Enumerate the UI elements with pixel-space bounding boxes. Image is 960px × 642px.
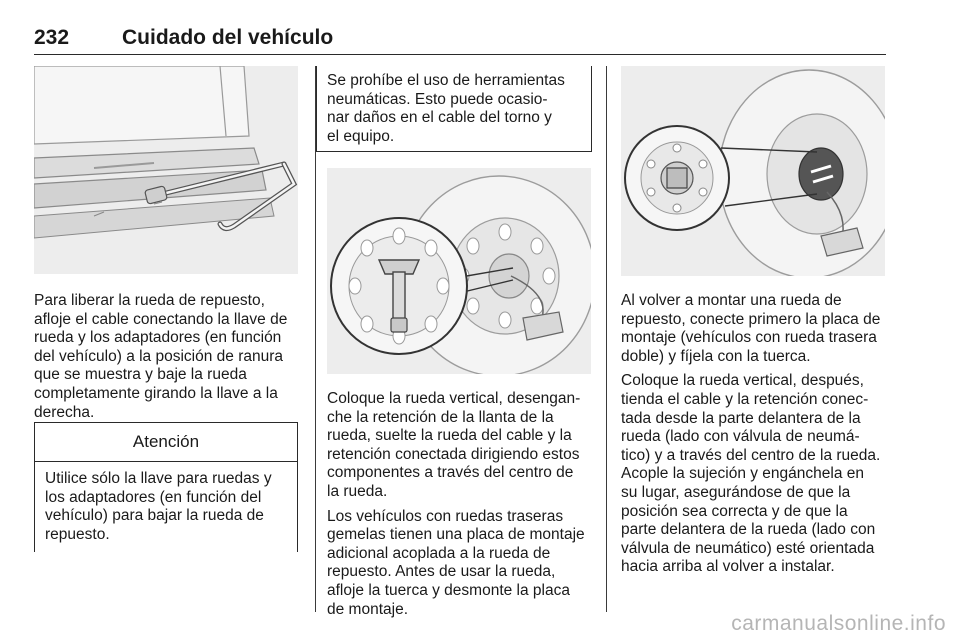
col1-instruction bbox=[34, 292, 304, 422]
text-line: Los vehículos con ruedas traseras bbox=[327, 507, 564, 525]
attention-heading: Atención bbox=[35, 423, 297, 462]
text-line: tada desde la parte delantera de la bbox=[621, 409, 861, 427]
text-line: afloje la tuerca y desmonte la placa bbox=[327, 581, 570, 599]
text-line: Se prohíbe el uso de herramientas bbox=[327, 72, 565, 89]
text-line: completamente girando la llave a la bbox=[34, 384, 278, 402]
text-line: tico) y a través del centro de la rueda. bbox=[621, 446, 881, 464]
text-line: tienda el cable y la retención conec- bbox=[621, 390, 869, 408]
page-title: Cuidado del vehículo bbox=[122, 26, 334, 49]
text-line: rueda y los adaptadores (en función bbox=[34, 329, 282, 347]
text-line: Coloque la rueda vertical, desengan- bbox=[327, 390, 581, 407]
text-line: adicional acoplada a la rueda de bbox=[327, 544, 551, 562]
text-line: doble) y fíjela con la tuerca. bbox=[621, 347, 811, 365]
col3-para2 bbox=[621, 372, 897, 577]
page-number: 232 bbox=[34, 26, 70, 49]
attention-text bbox=[35, 462, 297, 544]
column-divider-2 bbox=[606, 66, 607, 612]
col2-para2 bbox=[327, 508, 599, 620]
warning-box bbox=[316, 66, 592, 152]
text-line: montaje (vehículos con rueda trasera bbox=[621, 329, 877, 347]
text-line: repuesto. bbox=[45, 525, 110, 543]
text-line: afloje el cable conectando la llave de bbox=[34, 310, 288, 328]
text-line: Acople la sujeción y engánchela en bbox=[621, 465, 865, 483]
text-line: hacia arriba al volver a instalar. bbox=[621, 558, 835, 576]
watermark: carmanualsonline.info bbox=[731, 612, 946, 635]
text-line: la rueda. bbox=[327, 482, 388, 500]
col2-para1 bbox=[327, 390, 599, 502]
col2-text bbox=[327, 390, 599, 625]
text-line: Coloque la rueda vertical, después, bbox=[621, 372, 864, 390]
attention-box bbox=[34, 422, 298, 552]
col3-text bbox=[621, 292, 897, 583]
text-line: componentes a través del centro de bbox=[327, 464, 574, 482]
text-line: Al volver a montar una rueda de bbox=[621, 292, 842, 309]
warning-text bbox=[327, 72, 589, 146]
text-line: rueda, suelte la rueda del cable y la bbox=[327, 427, 572, 445]
text-line: gemelas tienen una placa de montaje bbox=[327, 526, 585, 544]
text-line: Utilice sólo la llave para ruedas y bbox=[45, 470, 272, 487]
text-line: rueda (lado con válvula de neumá- bbox=[621, 428, 860, 446]
page-header bbox=[34, 24, 886, 55]
text-line: Para liberar la rueda de repuesto, bbox=[34, 292, 265, 309]
text-line: vehículo) para bajar la rueda de bbox=[45, 507, 264, 525]
text-line: repuesto, conecte primero la placa de bbox=[621, 310, 881, 328]
col3-para1 bbox=[621, 292, 897, 366]
text-line: neumáticas. Esto puede ocasio- bbox=[327, 90, 548, 108]
text-line: los adaptadores (en función del bbox=[45, 488, 262, 506]
text-line: parte delantera de la rueda (lado con bbox=[621, 521, 876, 539]
text-line: que se muestra y baje la rueda bbox=[34, 366, 247, 384]
text-line: válvula de neumático) esté orientada bbox=[621, 539, 875, 557]
illustration-wrench-bumper bbox=[34, 66, 298, 274]
text-line: repuesto. Antes de usar la rueda, bbox=[327, 563, 556, 581]
text-line: retención conectada dirigiendo estos bbox=[327, 445, 580, 463]
text-line: posición sea correcta y de que la bbox=[621, 502, 848, 520]
text-line: che la retención de la llanta de la bbox=[327, 408, 554, 426]
text-line: el equipo. bbox=[327, 127, 395, 145]
illustration-wheel-mount bbox=[621, 66, 885, 276]
text-line: de montaje. bbox=[327, 600, 408, 618]
text-line: su lugar, asegurándose de que la bbox=[621, 483, 851, 501]
illustration-wheel-release bbox=[327, 168, 591, 374]
text-line: derecha. bbox=[34, 403, 95, 421]
text-line: del vehículo) a la posición de ranura bbox=[34, 347, 284, 365]
text-line: nar daños en el cable del torno y bbox=[327, 109, 552, 127]
